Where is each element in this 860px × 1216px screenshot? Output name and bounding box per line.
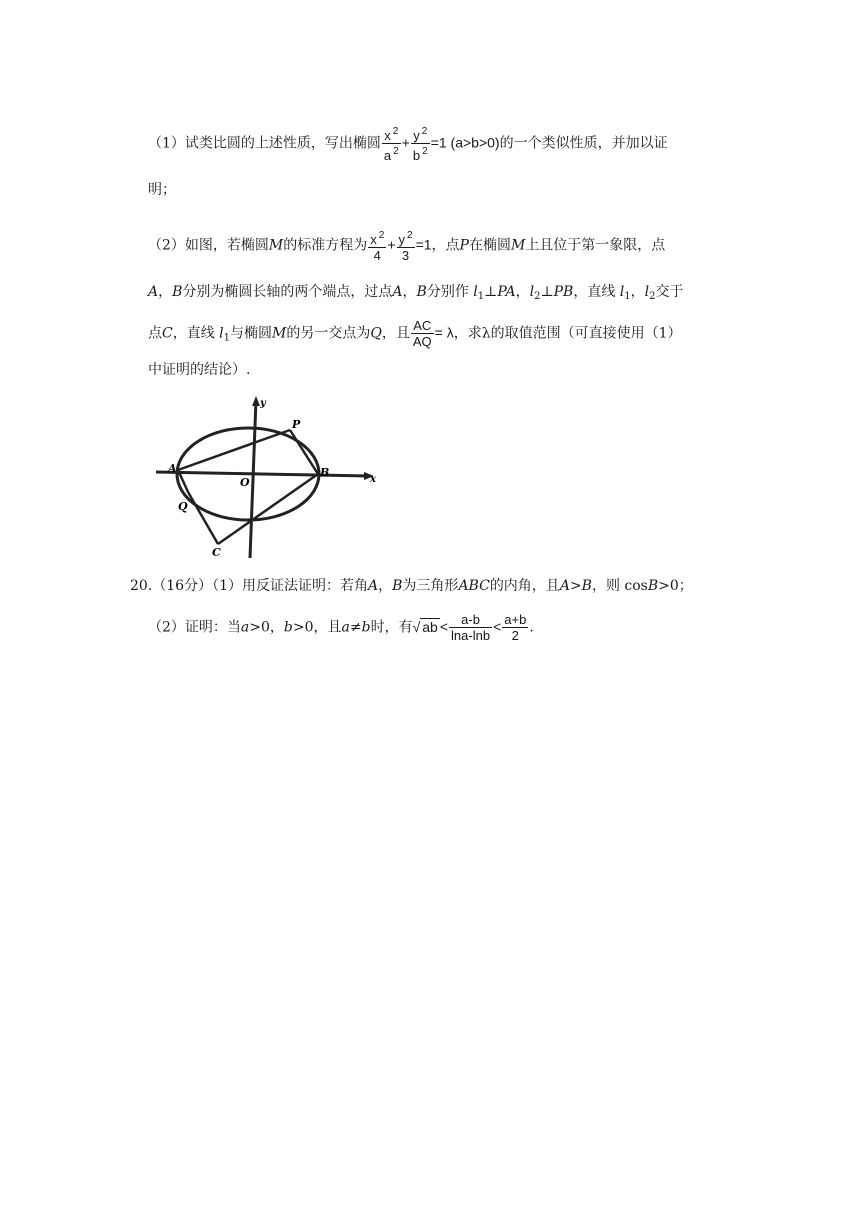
var-l2-2: l (644, 284, 650, 300)
part2-prefix: （2）如图，若椭圆 (148, 237, 269, 254)
part2-line4-text: 中证明的结论）. (148, 362, 251, 378)
frac-a-minus-b-over-ln (449, 612, 492, 643)
y-axis (250, 400, 256, 558)
var-l1: l (473, 284, 478, 300)
part2-l2-t4: 交于 (655, 284, 684, 300)
part1-line2-text: 明； (148, 182, 176, 198)
part2-s2: 在椭圆 (468, 237, 511, 254)
part1-line1 (148, 124, 668, 163)
q20-A-gt-B: A>B (559, 578, 592, 594)
sep-3: ， (515, 284, 530, 300)
q20-var-ABC: ABC (458, 578, 490, 594)
x-axis (156, 472, 370, 476)
q20-f2-den: 2 (511, 628, 519, 643)
sep: ， (158, 284, 173, 300)
part2-line2 (148, 282, 684, 307)
var-C: C (162, 325, 173, 342)
sep-4: ， (630, 284, 645, 300)
frac2-num: y (413, 128, 420, 143)
segment-AP (178, 430, 290, 470)
label-x: x (370, 474, 376, 485)
var-A-2: A (392, 284, 403, 300)
plus-sign-2: + (387, 236, 396, 253)
frac1-num-sup: 2 (392, 126, 399, 137)
q20-line2 (148, 612, 534, 643)
var-A: A (148, 284, 159, 300)
frac2-den: b (412, 148, 421, 163)
frac-x2-a2 (382, 124, 401, 163)
f1-den: 4 (373, 248, 381, 263)
fr-den: AQ (412, 334, 432, 349)
var-PB: PB (553, 284, 574, 300)
part2-l3-t5: ，且 (381, 325, 410, 342)
var-M: M (268, 237, 284, 254)
q20-t3: 的内角，且 (489, 578, 560, 594)
f2-num-sup: 2 (407, 230, 413, 241)
q20-p2-t1: （2）证明：当 (148, 619, 241, 636)
less-than-2: < (493, 618, 502, 635)
frac2-den-sup: 2 (422, 146, 428, 157)
plus-sign: + (401, 134, 410, 151)
q20-t4: ，则 cos (591, 578, 648, 594)
part2-s3: 上且位于第一象限，点 (525, 237, 666, 254)
part2-l3-t2: ，直线 (172, 325, 215, 342)
part1-prefix: （1）试类比圆的上述性质，写出椭圆 (148, 135, 381, 152)
q20-f1-den: lna-lnb (451, 628, 491, 643)
var-l1-3: l (219, 325, 224, 342)
frac-y2-b2 (411, 124, 430, 163)
fr-num: AC (411, 318, 434, 334)
frac-a-plus-b-over-2 (502, 612, 528, 643)
frac2-num-sup: 2 (421, 126, 428, 137)
f1-num: x (370, 232, 377, 247)
q20-var-B-2: B (647, 578, 659, 594)
frac-y2-3 (397, 228, 415, 263)
q20-var-b: b (283, 619, 293, 636)
q20-line1 (130, 576, 693, 596)
q20-end: . (529, 619, 534, 636)
sqrt-radicand: ab (422, 618, 438, 635)
var-B-2: B (416, 284, 427, 300)
part2-l3-t6: ，求λ的取值范围（可直接使用（1） (453, 325, 682, 342)
part2-l2-t3: ，直线 (573, 284, 616, 300)
label-Q: Q (178, 500, 188, 513)
sub-2: 2 (534, 291, 541, 302)
part2-line4 (148, 360, 250, 380)
sub-1-2: 1 (624, 291, 631, 302)
f1-num-sup: 2 (378, 230, 385, 241)
perp-symbol: ⊥ (484, 284, 498, 300)
part2-line1 (148, 228, 665, 263)
q20-gt0: >0， (249, 619, 284, 636)
part1-suffix: 的一个类似性质，并加以证 (499, 135, 668, 152)
part2-l3-t4: 的另一交点为 (286, 325, 371, 342)
q20-sep: ， (378, 578, 393, 594)
segment-PB (290, 430, 318, 474)
q20-t1: （1）用反证法证明：若角 (212, 578, 369, 594)
q20-gt0b: >0，且 (292, 619, 342, 636)
sep-2: ， (402, 284, 417, 300)
part1-line2 (148, 180, 176, 200)
line-l2 (218, 474, 318, 544)
frac1-den-sup: 2 (393, 146, 399, 157)
part2-l2-t1: 分别为椭圆长轴的两个端点，过点 (182, 284, 393, 300)
part2-line3 (148, 318, 682, 349)
frac-x2-4 (368, 228, 386, 263)
q20-f2-num: a+b (504, 612, 527, 627)
var-l2: l (529, 284, 535, 300)
part2-mid: 的标准方程为 (283, 237, 368, 254)
frac-AC-AQ (411, 318, 434, 349)
y-axis-arrow (252, 396, 260, 406)
part2-l3-t3: 与椭圆 (230, 325, 273, 342)
sub-2-2: 2 (649, 291, 656, 302)
label-O: O (240, 476, 250, 489)
equation-rhs-2: =1 (415, 236, 432, 253)
line-l1 (188, 492, 218, 544)
part2-l3-t1: 点 (148, 325, 162, 342)
f2-den: 3 (401, 248, 410, 263)
var-B: B (172, 284, 183, 300)
frac1-den: a (383, 148, 392, 163)
var-P: P (459, 237, 469, 254)
label-B: B (320, 466, 330, 479)
part2-s1: ，点 (431, 237, 460, 254)
sqrt-ab: √ ab (412, 618, 438, 635)
label-y: y (260, 398, 266, 409)
perp-symbol-2: ⊥ (540, 284, 554, 300)
label-A: A (168, 462, 177, 475)
ellipse-figure (148, 392, 388, 564)
var-Q: Q (370, 325, 382, 342)
q20-var-A: A (368, 578, 379, 594)
equation-rhs: =1 (a>b>0) (430, 134, 500, 151)
q20-a-ne-b: a≠b (341, 619, 371, 636)
sub-1-3: 1 (223, 332, 231, 344)
q20-t5: >0； (658, 578, 693, 594)
frac1-num: x (384, 128, 391, 143)
q20-var-B: B (392, 578, 403, 594)
lambda-eq: = λ (434, 324, 454, 341)
f2-num: y (398, 232, 406, 247)
q20-p2-t2: 时，有 (370, 619, 413, 636)
sub-1: 1 (477, 291, 485, 302)
label-C: C (212, 546, 221, 559)
var-l1-2: l (619, 284, 625, 300)
var-M-3: M (272, 325, 287, 342)
q20-number: 20. (130, 578, 153, 594)
label-P: P (292, 418, 301, 431)
less-than-1: < (439, 618, 449, 635)
q20-var-a: a (240, 619, 250, 636)
var-M-2: M (510, 237, 526, 254)
q20-f1-num: a-b (449, 612, 492, 628)
q20-t2: 为三角形 (402, 578, 459, 594)
var-PA: PA (497, 284, 516, 300)
q20-score: （16分） (152, 578, 213, 594)
part2-l2-t2: 分别作 (426, 284, 469, 300)
